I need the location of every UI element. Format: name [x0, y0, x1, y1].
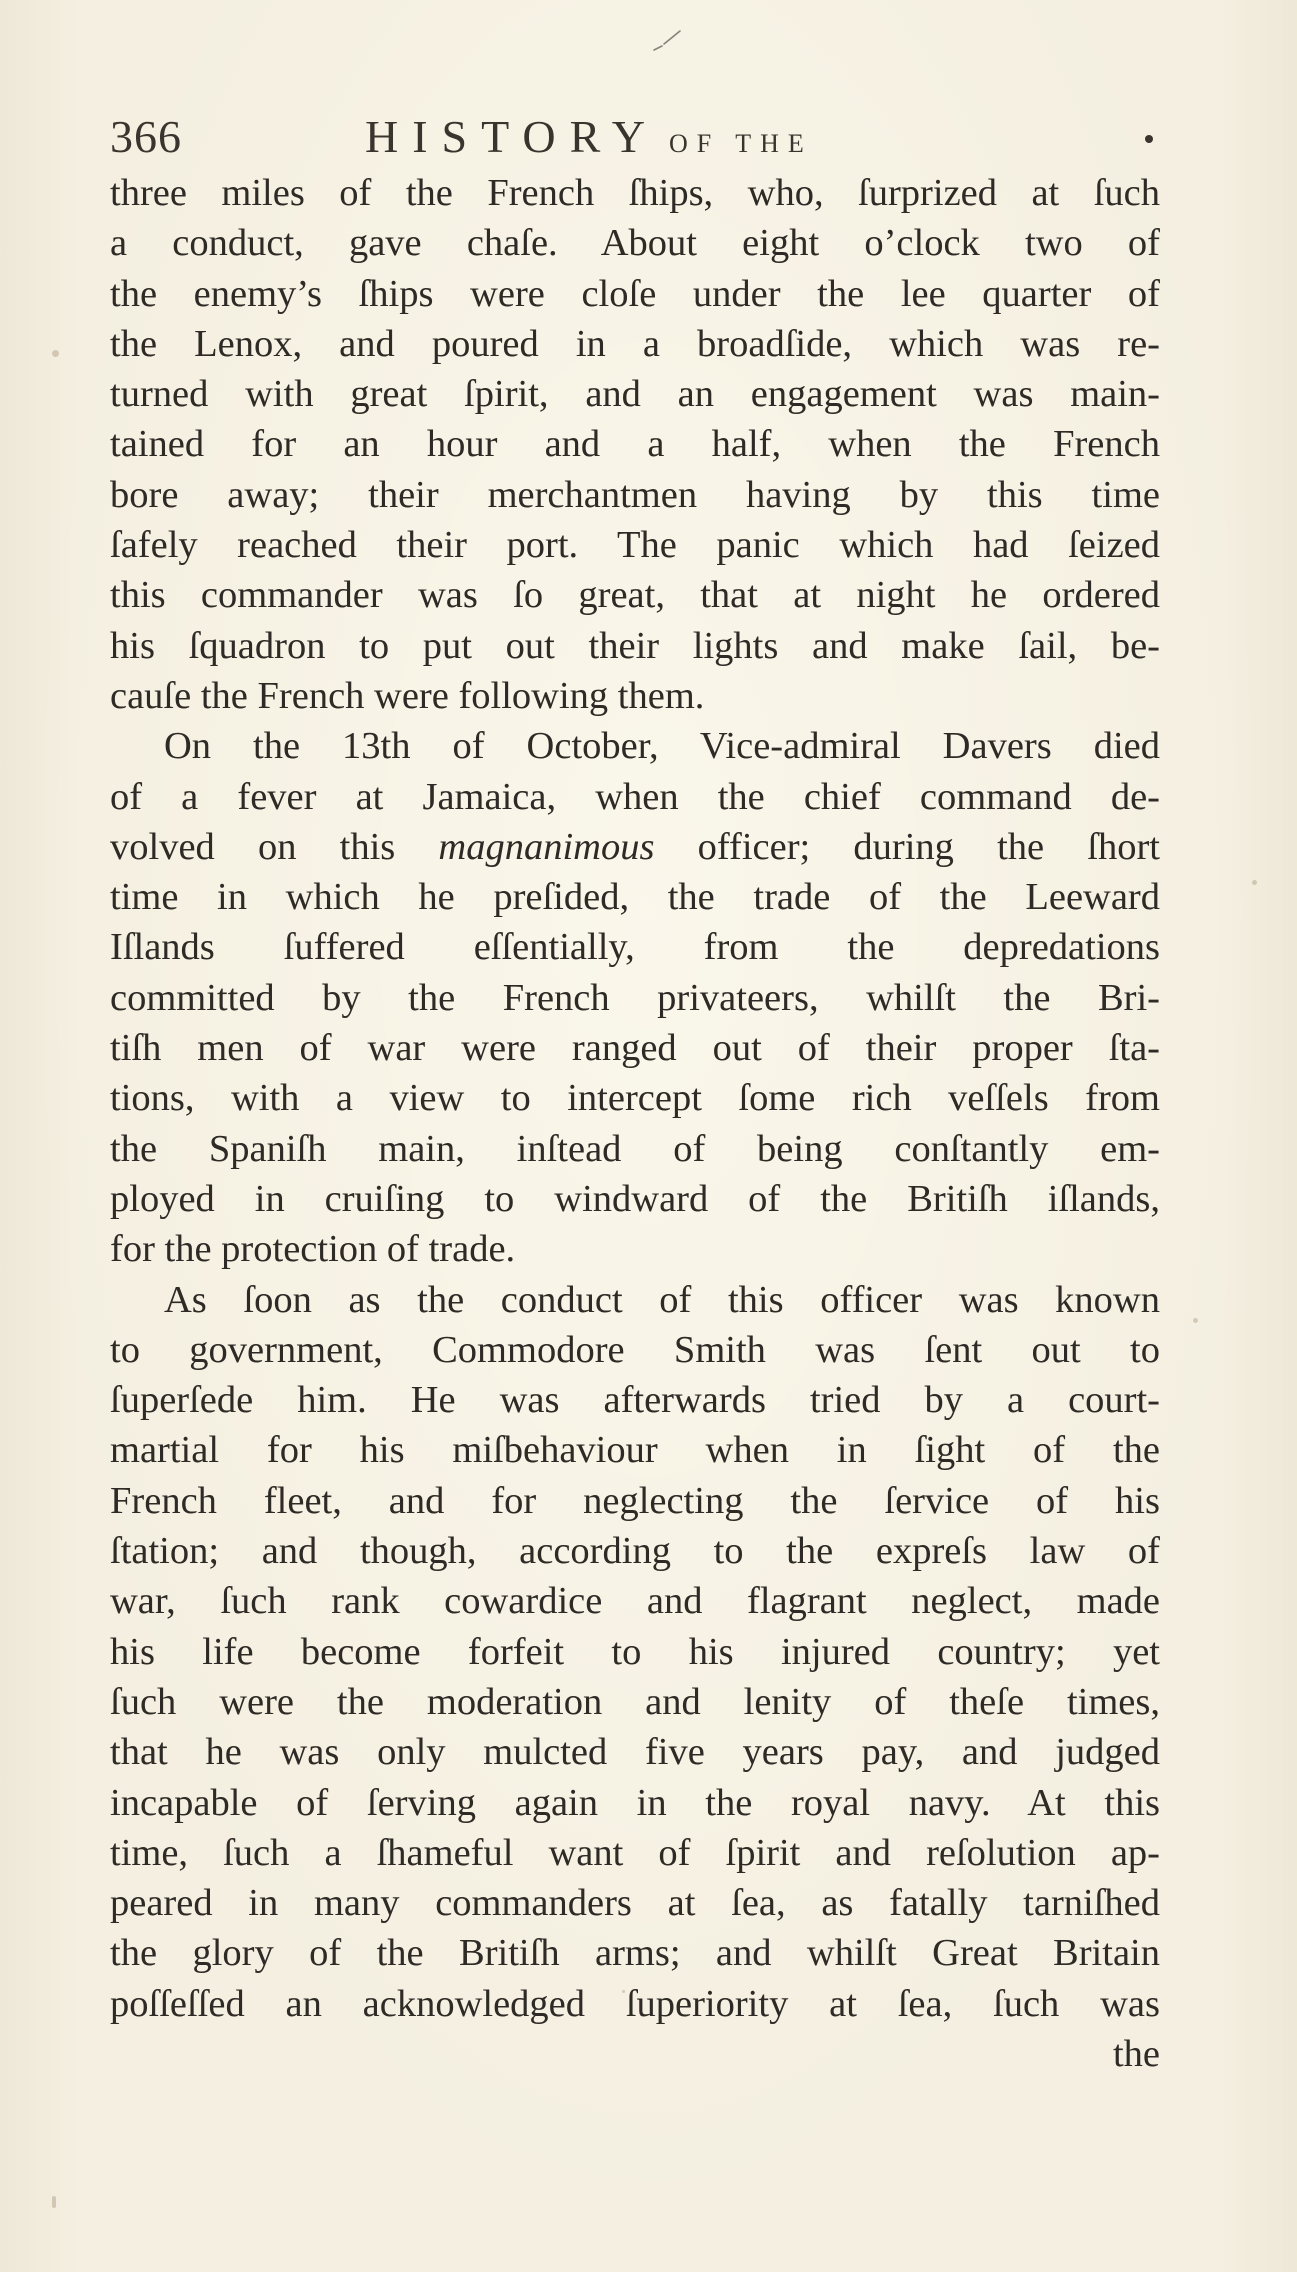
- text-line: ſtation; and though, according to the expreſs law of: [110, 1530, 1160, 1573]
- text-line: the Lenox, and poured in a broadſide, which was re-: [110, 322, 1160, 365]
- text-line: time in which he preſided, the trade of the Leeward: [110, 876, 1160, 919]
- pencil-tick-mark: [652, 28, 682, 54]
- italic-word: magnanimous: [438, 825, 655, 868]
- text-line: bore away; their merchantmen having by this time: [110, 473, 1160, 516]
- text-line: three miles of the French ſhips, who, ſurprized at ſuch: [110, 172, 1160, 214]
- text-line: ſafely reached their port. The panic which had ſeized: [110, 524, 1160, 567]
- header-dot: [1145, 135, 1153, 143]
- text-line: ployed in cruiſing to windward of the Britiſh iſlands,: [110, 1177, 1160, 1220]
- text-line: tions, with a view to intercept ſome rich veſſels from: [110, 1077, 1160, 1120]
- text-line: ſuperſede him. He was afterwards tried by a court-: [110, 1379, 1160, 1422]
- text-line: Iſlands ſuffered eſſentially, from the depredations: [110, 926, 1160, 969]
- text-line: As ſoon as the conduct of this officer was known: [164, 1278, 1160, 1321]
- text-line: of a fever at Jamaica, when the chief command de-: [110, 775, 1160, 818]
- text-line: the enemy’s ſhips were cloſe under the lee quarter of: [110, 272, 1160, 315]
- text-line: On the 13th of October, Vice-admiral Davers died: [164, 725, 1160, 768]
- text-line: to government, Commodore Smith was ſent out to: [110, 1328, 1160, 1371]
- text-line: for the protection of trade.: [110, 1228, 516, 1271]
- text-line: incapable of ſerving again in the royal navy. At this: [110, 1781, 1160, 1824]
- text-line: cauſe the French were following them.: [110, 674, 705, 717]
- text-line: French fleet, and for neglecting the ſervice of his: [110, 1479, 1160, 1522]
- text-line: volved on this magnanimous officer; during the ſhort: [110, 825, 1160, 868]
- text-line: a conduct, gave chaſe. About eight o’clock two of: [110, 222, 1160, 265]
- body-text: [110, 168, 1160, 2079]
- running-head-large: HISTORY: [365, 111, 659, 162]
- text-line: his life become forfeit to his injured country; yet: [110, 1630, 1160, 1673]
- running-header: [110, 110, 1160, 170]
- text-line: that he was only mulcted five years pay, and judged: [110, 1731, 1160, 1774]
- foxing-spot: [622, 1990, 625, 1993]
- text-line: tained for an hour and a half, when the French: [110, 423, 1160, 466]
- foxing-spot: [52, 2196, 56, 2208]
- foxing-spot: [52, 350, 59, 357]
- text-line: this commander was ſo great, that at night he ordered: [110, 574, 1160, 617]
- page-number: 366: [110, 111, 182, 162]
- text-line: the Spaniſh main, inſtead of being conſtantly em-: [110, 1127, 1160, 1170]
- text-line: peared in many commanders at ſea, as fatally tarniſhed: [110, 1882, 1160, 1925]
- foxing-spot: [1193, 1318, 1198, 1323]
- text-line: his ſquadron to put out their lights and make ſail, be-: [110, 624, 1160, 667]
- running-head-title: [365, 110, 813, 163]
- text-line: time, ſuch a ſhameful want of ſpirit and reſolution ap-: [110, 1831, 1160, 1874]
- text-line: tiſh men of war were ranged out of their proper ſta-: [110, 1027, 1160, 1070]
- text-line: the glory of the Britiſh arms; and whilſt Great Britain: [110, 1932, 1160, 1975]
- foxing-spot: [1252, 880, 1257, 885]
- running-head-small: OF THE: [668, 129, 813, 158]
- text-line: martial for his miſbehaviour when in ſight of the: [110, 1429, 1160, 1472]
- text-line: poſſeſſed an acknowledged ſuperiority at ſea, ſuch was: [110, 1982, 1160, 2025]
- catchword: the: [1112, 2032, 1160, 2075]
- text-line: turned with great ſpirit, and an engagement was main-: [110, 373, 1160, 416]
- text-line: committed by the French privateers, whilſt the Bri-: [110, 976, 1160, 1019]
- text-line: war, ſuch rank cowardice and flagrant neglect, made: [110, 1580, 1160, 1623]
- text-line: ſuch were the moderation and lenity of theſe times,: [110, 1680, 1160, 1723]
